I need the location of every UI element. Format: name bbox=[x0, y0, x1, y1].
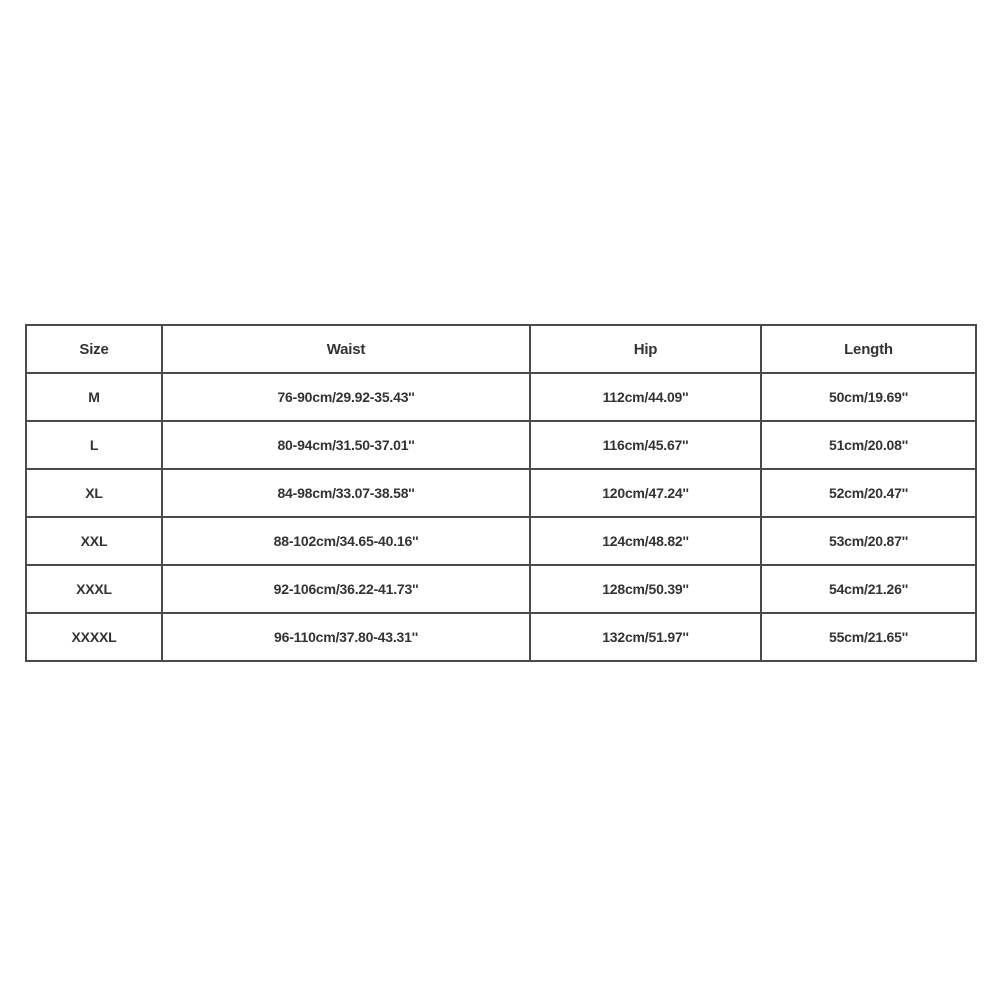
table-row bbox=[26, 469, 976, 517]
header-size: Size bbox=[26, 325, 162, 373]
table-row bbox=[26, 517, 976, 565]
table-row bbox=[26, 613, 976, 661]
length-cell: 55cm/21.65'' bbox=[761, 613, 976, 661]
header-row bbox=[26, 325, 976, 373]
size-cell: XXXL bbox=[26, 565, 162, 613]
header-length: Length bbox=[761, 325, 976, 373]
size-cell: XXXXL bbox=[26, 613, 162, 661]
waist-cell: 92-106cm/36.22-41.73'' bbox=[162, 565, 530, 613]
waist-cell: 80-94cm/31.50-37.01'' bbox=[162, 421, 530, 469]
hip-cell: 128cm/50.39'' bbox=[530, 565, 761, 613]
size-chart-table bbox=[25, 324, 977, 662]
waist-cell: 96-110cm/37.80-43.31'' bbox=[162, 613, 530, 661]
size-cell: XXL bbox=[26, 517, 162, 565]
hip-cell: 132cm/51.97'' bbox=[530, 613, 761, 661]
length-cell: 51cm/20.08'' bbox=[761, 421, 976, 469]
table-row bbox=[26, 373, 976, 421]
size-cell: XL bbox=[26, 469, 162, 517]
hip-cell: 124cm/48.82'' bbox=[530, 517, 761, 565]
table-row bbox=[26, 565, 976, 613]
header-waist: Waist bbox=[162, 325, 530, 373]
length-cell: 52cm/20.47'' bbox=[761, 469, 976, 517]
waist-cell: 84-98cm/33.07-38.58'' bbox=[162, 469, 530, 517]
length-cell: 50cm/19.69'' bbox=[761, 373, 976, 421]
size-cell: M bbox=[26, 373, 162, 421]
length-cell: 53cm/20.87'' bbox=[761, 517, 976, 565]
header-hip: Hip bbox=[530, 325, 761, 373]
size-cell: L bbox=[26, 421, 162, 469]
hip-cell: 120cm/47.24'' bbox=[530, 469, 761, 517]
hip-cell: 112cm/44.09'' bbox=[530, 373, 761, 421]
table-row bbox=[26, 421, 976, 469]
length-cell: 54cm/21.26'' bbox=[761, 565, 976, 613]
hip-cell: 116cm/45.67'' bbox=[530, 421, 761, 469]
waist-cell: 76-90cm/29.92-35.43'' bbox=[162, 373, 530, 421]
waist-cell: 88-102cm/34.65-40.16'' bbox=[162, 517, 530, 565]
